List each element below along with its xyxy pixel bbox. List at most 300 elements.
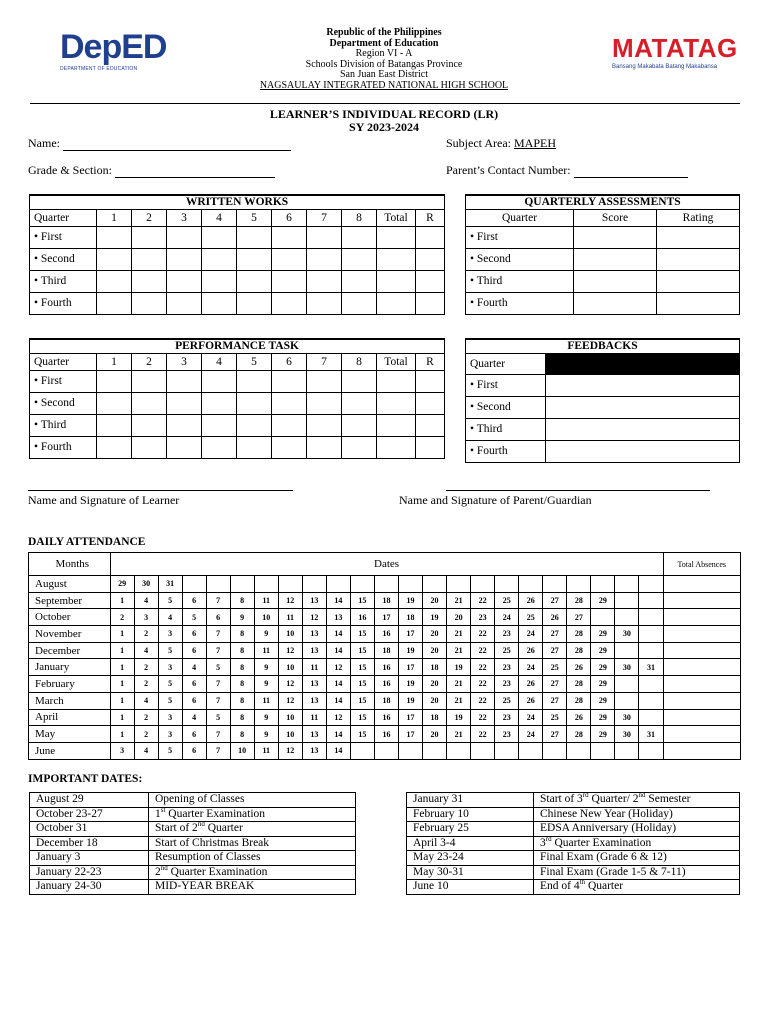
attendance-date-cell[interactable]: 8: [230, 726, 254, 743]
attendance-date-cell[interactable]: 18: [374, 642, 398, 659]
attendance-date-cell[interactable]: 6: [182, 726, 206, 743]
attendance-date-cell[interactable]: 19: [398, 692, 422, 709]
attendance-date-cell[interactable]: 23: [495, 676, 519, 693]
attendance-date-cell[interactable]: 20: [447, 609, 471, 626]
matatag-logo-text: MATATAG: [612, 33, 738, 63]
attendance-date-cell[interactable]: 20: [423, 692, 447, 709]
attendance-date-cell[interactable]: 3: [134, 609, 158, 626]
attendance-date-cell[interactable]: 18: [423, 709, 447, 726]
attendance-date-cell[interactable]: 13: [302, 626, 326, 643]
attendance-date-cell[interactable]: 21: [447, 592, 471, 609]
attendance-empty-cell: [254, 576, 278, 593]
attendance-date-cell[interactable]: 3: [110, 742, 134, 759]
written-works-title: WRITTEN WORKS: [30, 195, 445, 209]
attendance-date-cell[interactable]: 5: [158, 692, 182, 709]
attendance-date-cell[interactable]: 22: [471, 676, 495, 693]
attendance-date-cell[interactable]: 5: [158, 592, 182, 609]
attendance-date-cell[interactable]: 23: [495, 626, 519, 643]
attendance-date-cell[interactable]: 9: [254, 726, 278, 743]
attendance-date-cell[interactable]: 27: [543, 692, 567, 709]
learner-signature-line[interactable]: [28, 490, 293, 491]
contact-line[interactable]: [574, 165, 688, 178]
attendance-date-cell[interactable]: 6: [182, 692, 206, 709]
attendance-date-cell[interactable]: 5: [206, 659, 230, 676]
attendance-empty-cell: [543, 576, 567, 593]
attendance-date-cell[interactable]: 29: [591, 709, 615, 726]
attendance-date-cell[interactable]: 22: [471, 659, 495, 676]
written-works-table: [29, 194, 445, 315]
important-date-date: October 31: [30, 822, 149, 837]
attendance-date-cell[interactable]: 27: [543, 626, 567, 643]
attendance-date-cell[interactable]: 18: [374, 592, 398, 609]
attendance-date-cell[interactable]: 26: [519, 642, 543, 659]
attendance-total-cell[interactable]: [663, 576, 741, 593]
attendance-date-cell[interactable]: 19: [447, 709, 471, 726]
attendance-date-cell[interactable]: 16: [374, 726, 398, 743]
attendance-date-cell[interactable]: 31: [158, 576, 182, 593]
pt-header-total: Total: [377, 353, 416, 370]
attendance-date-cell[interactable]: 1: [110, 659, 134, 676]
attendance-date-cell[interactable]: 16: [374, 659, 398, 676]
attendance-date-cell[interactable]: 1: [110, 709, 134, 726]
attendance-date-cell[interactable]: 8: [230, 592, 254, 609]
name-line[interactable]: [63, 138, 291, 151]
attendance-date-cell[interactable]: 24: [519, 626, 543, 643]
attendance-date-cell[interactable]: 5: [206, 709, 230, 726]
attendance-date-cell[interactable]: 24: [519, 726, 543, 743]
attendance-date-cell[interactable]: 7: [206, 742, 230, 759]
attendance-date-cell[interactable]: 29: [591, 659, 615, 676]
attendance-date-cell[interactable]: 30: [615, 626, 639, 643]
attendance-date-cell[interactable]: 24: [519, 659, 543, 676]
attendance-date-cell[interactable]: 5: [158, 642, 182, 659]
attendance-date-cell[interactable]: 5: [182, 609, 206, 626]
attendance-empty-cell: [615, 592, 639, 609]
attendance-empty-cell: [398, 576, 422, 593]
attendance-date-cell[interactable]: 8: [230, 659, 254, 676]
important-date-date: January 22-23: [30, 865, 149, 880]
attendance-date-cell[interactable]: 11: [302, 709, 326, 726]
attendance-date-cell[interactable]: 9: [254, 709, 278, 726]
ww-header-7: 7: [307, 209, 342, 226]
attendance-empty-cell: [615, 676, 639, 693]
attendance-date-cell[interactable]: 14: [326, 592, 350, 609]
attendance-date-cell[interactable]: 7: [206, 626, 230, 643]
attendance-date-cell[interactable]: 19: [398, 592, 422, 609]
attendance-empty-cell: [615, 742, 639, 759]
qa-header-score: Score: [574, 209, 657, 226]
important-date-row: [407, 851, 740, 866]
attendance-date-cell[interactable]: 3: [158, 659, 182, 676]
subject-value: MAPEH: [513, 136, 556, 150]
name-label: Name:: [28, 136, 60, 150]
attendance-empty-cell: [615, 576, 639, 593]
attendance-total-cell[interactable]: [663, 676, 741, 693]
attendance-date-cell[interactable]: 17: [398, 626, 422, 643]
attendance-date-cell[interactable]: 20: [423, 642, 447, 659]
attendance-date-cell[interactable]: 22: [471, 709, 495, 726]
attendance-date-cell[interactable]: 8: [230, 709, 254, 726]
attendance-date-cell[interactable]: 11: [254, 742, 278, 759]
attendance-total-cell[interactable]: [663, 642, 741, 659]
attendance-date-cell[interactable]: 26: [543, 609, 567, 626]
attendance-date-cell[interactable]: 11: [254, 692, 278, 709]
attendance-date-cell[interactable]: 14: [326, 676, 350, 693]
attendance-date-cell[interactable]: 15: [350, 692, 374, 709]
attendance-date-cell[interactable]: 21: [447, 726, 471, 743]
attendance-date-cell[interactable]: 8: [230, 692, 254, 709]
important-date-event: Final Exam (Grade 1-5 & 7-11): [534, 865, 740, 880]
important-date-event: Start of Christmas Break: [149, 836, 356, 851]
attendance-date-cell[interactable]: 29: [591, 676, 615, 693]
header-line-4: Schools Division of Batangas Province: [305, 58, 463, 70]
attendance-date-cell[interactable]: 29: [591, 692, 615, 709]
attendance-date-cell[interactable]: 3: [158, 726, 182, 743]
attendance-date-cell[interactable]: 17: [398, 709, 422, 726]
attendance-date-cell[interactable]: 8: [230, 642, 254, 659]
attendance-date-cell[interactable]: 1: [110, 676, 134, 693]
attendance-date-cell[interactable]: 13: [302, 642, 326, 659]
attendance-empty-cell: [471, 576, 495, 593]
attendance-date-cell[interactable]: 21: [447, 642, 471, 659]
attendance-date-cell[interactable]: 17: [398, 659, 422, 676]
attendance-date-cell[interactable]: 6: [182, 642, 206, 659]
pt-header-quarter: Quarter: [30, 353, 97, 370]
important-date-event: Opening of Classes: [149, 793, 356, 808]
attendance-date-cell[interactable]: 14: [326, 726, 350, 743]
attendance-date-cell[interactable]: 7: [206, 692, 230, 709]
attendance-date-cell[interactable]: 27: [543, 676, 567, 693]
attendance-total-cell[interactable]: [663, 726, 741, 743]
attendance-date-cell[interactable]: 22: [471, 692, 495, 709]
attendance-empty-cell: [519, 742, 543, 759]
attendance-total-cell[interactable]: [663, 742, 741, 759]
attendance-date-cell[interactable]: 10: [278, 709, 302, 726]
attendance-date-cell[interactable]: 18: [398, 609, 422, 626]
attendance-date-cell[interactable]: 25: [519, 609, 543, 626]
fb-row-third: • Third: [466, 418, 546, 440]
attendance-date-cell[interactable]: 12: [278, 742, 302, 759]
attendance-date-cell[interactable]: 1: [110, 592, 134, 609]
attendance-date-cell[interactable]: 3: [158, 626, 182, 643]
attendance-date-cell[interactable]: 29: [591, 726, 615, 743]
attendance-date-cell[interactable]: 6: [182, 742, 206, 759]
header-rule: [30, 103, 740, 104]
attendance-date-cell[interactable]: 11: [254, 592, 278, 609]
learner-signature-label: Name and Signature of Learner: [28, 493, 180, 507]
ww-row-fourth: • Fourth: [30, 292, 97, 314]
page-title: LEARNER’S INDIVIDUAL RECORD (LR): [269, 107, 499, 121]
attendance-total-cell[interactable]: [663, 709, 741, 726]
attendance-date-cell[interactable]: 4: [134, 592, 158, 609]
attendance-date-cell[interactable]: 12: [326, 709, 350, 726]
attendance-date-cell[interactable]: 5: [158, 742, 182, 759]
attendance-date-cell[interactable]: 30: [615, 659, 639, 676]
attendance-date-cell[interactable]: 2: [134, 626, 158, 643]
attendance-empty-cell: [495, 742, 519, 759]
qa-row-first: • First: [466, 226, 574, 248]
attendance-date-cell[interactable]: 25: [495, 642, 519, 659]
attendance-date-cell[interactable]: 11: [278, 609, 302, 626]
attendance-empty-cell: [350, 742, 374, 759]
attendance-date-cell[interactable]: 13: [302, 592, 326, 609]
attendance-date-cell[interactable]: 10: [278, 726, 302, 743]
attendance-empty-cell: [591, 609, 615, 626]
attendance-date-cell[interactable]: 8: [230, 676, 254, 693]
ww-header-4: 4: [202, 209, 237, 226]
attendance-date-cell[interactable]: 13: [302, 676, 326, 693]
attendance-date-cell[interactable]: 22: [471, 626, 495, 643]
attendance-date-cell[interactable]: 26: [567, 659, 591, 676]
attendance-date-cell[interactable]: 30: [134, 576, 158, 593]
attendance-date-cell[interactable]: 10: [254, 609, 278, 626]
attendance-date-cell[interactable]: 13: [302, 742, 326, 759]
attendance-date-cell[interactable]: 27: [543, 592, 567, 609]
attendance-date-cell[interactable]: 6: [182, 626, 206, 643]
attendance-date-cell[interactable]: 18: [423, 659, 447, 676]
attendance-date-cell[interactable]: 25: [543, 709, 567, 726]
attendance-date-cell[interactable]: 21: [447, 626, 471, 643]
att-header-total: Total Absences: [663, 553, 741, 576]
attendance-date-cell[interactable]: 10: [278, 626, 302, 643]
attendance-date-cell[interactable]: 2: [134, 676, 158, 693]
important-date-event: Final Exam (Grade 6 & 12): [534, 851, 740, 866]
attendance-date-cell[interactable]: 16: [374, 676, 398, 693]
attendance-date-cell[interactable]: 23: [471, 609, 495, 626]
attendance-date-cell[interactable]: 16: [374, 709, 398, 726]
attendance-month: November: [29, 626, 111, 643]
important-date-event: Start of 3rd Quarter/ 2nd Semester: [534, 793, 740, 808]
attendance-date-cell[interactable]: 29: [591, 642, 615, 659]
attendance-date-cell[interactable]: 15: [350, 642, 374, 659]
attendance-row: [29, 609, 741, 626]
attendance-date-cell[interactable]: 29: [110, 576, 134, 593]
attendance-date-cell[interactable]: 6: [182, 676, 206, 693]
attendance-date-cell[interactable]: 4: [182, 659, 206, 676]
feedbacks-table: [465, 338, 740, 463]
attendance-date-cell[interactable]: 29: [591, 592, 615, 609]
attendance-date-cell[interactable]: 1: [110, 726, 134, 743]
attendance-date-cell[interactable]: 16: [350, 609, 374, 626]
attendance-date-cell[interactable]: 26: [519, 592, 543, 609]
attendance-date-cell[interactable]: 10: [230, 742, 254, 759]
attendance-date-cell[interactable]: 4: [182, 709, 206, 726]
important-date-event: 2nd Quarter Examination: [149, 865, 356, 880]
attendance-empty-cell: [615, 642, 639, 659]
attendance-date-cell[interactable]: 21: [447, 676, 471, 693]
attendance-total-cell[interactable]: [663, 592, 741, 609]
important-date-row: [30, 865, 356, 880]
attendance-total-cell[interactable]: [663, 659, 741, 676]
attendance-date-cell[interactable]: 25: [495, 592, 519, 609]
attendance-date-cell[interactable]: 2: [134, 659, 158, 676]
attendance-date-cell[interactable]: 24: [519, 709, 543, 726]
attendance-date-cell[interactable]: 29: [591, 626, 615, 643]
attendance-date-cell[interactable]: 12: [278, 692, 302, 709]
attendance-date-cell[interactable]: 26: [519, 692, 543, 709]
attendance-date-cell[interactable]: 2: [134, 709, 158, 726]
matatag-logo-tagline: Bansang Makabata Batang Makabansa: [612, 64, 718, 70]
attendance-empty-cell: [206, 576, 230, 593]
attendance-date-cell[interactable]: 4: [134, 642, 158, 659]
attendance-month: April: [29, 709, 111, 726]
attendance-date-cell[interactable]: 4: [134, 742, 158, 759]
attendance-date-cell[interactable]: 11: [254, 642, 278, 659]
attendance-date-cell[interactable]: 20: [423, 676, 447, 693]
attendance-date-cell[interactable]: 14: [326, 742, 350, 759]
attendance-date-cell[interactable]: 13: [302, 692, 326, 709]
attendance-date-cell[interactable]: 17: [398, 726, 422, 743]
attendance-date-cell[interactable]: 17: [374, 609, 398, 626]
important-date-date: April 3-4: [407, 836, 534, 851]
attendance-date-cell[interactable]: 2: [134, 726, 158, 743]
attendance-date-cell[interactable]: 28: [567, 676, 591, 693]
attendance-date-cell[interactable]: 28: [567, 726, 591, 743]
attendance-date-cell[interactable]: 27: [543, 642, 567, 659]
attendance-empty-cell: [591, 742, 615, 759]
attendance-date-cell[interactable]: 7: [206, 642, 230, 659]
parent-signature-line[interactable]: [446, 490, 710, 491]
attendance-total-cell[interactable]: [663, 626, 741, 643]
attendance-date-cell[interactable]: 28: [567, 692, 591, 709]
attendance-date-cell[interactable]: 1: [110, 626, 134, 643]
attendance-date-cell[interactable]: 14: [326, 692, 350, 709]
attendance-date-cell[interactable]: 20: [423, 592, 447, 609]
attendance-date-cell[interactable]: 15: [350, 592, 374, 609]
attendance-date-cell[interactable]: 9: [254, 676, 278, 693]
attendance-date-cell[interactable]: 26: [519, 676, 543, 693]
important-date-date: January 24-30: [30, 880, 149, 895]
grade-section-label: Grade & Section:: [28, 163, 112, 177]
attendance-date-cell[interactable]: 15: [350, 626, 374, 643]
attendance-empty-cell: [230, 576, 254, 593]
attendance-date-cell[interactable]: 30: [615, 726, 639, 743]
attendance-date-cell[interactable]: 23: [495, 726, 519, 743]
grade-section-line[interactable]: [115, 165, 275, 178]
attendance-date-cell[interactable]: 1: [110, 642, 134, 659]
attendance-date-cell[interactable]: 1: [110, 692, 134, 709]
attendance-date-cell[interactable]: 5: [158, 676, 182, 693]
attendance-date-cell[interactable]: 12: [278, 592, 302, 609]
attendance-date-cell[interactable]: 21: [447, 692, 471, 709]
deped-logo: [60, 28, 167, 74]
attendance-date-cell[interactable]: 14: [326, 626, 350, 643]
pt-row-second: • Second: [30, 392, 97, 414]
attendance-date-cell[interactable]: 13: [302, 726, 326, 743]
attendance-date-cell[interactable]: 12: [302, 609, 326, 626]
attendance-date-cell[interactable]: 13: [326, 609, 350, 626]
pt-header-4: 4: [202, 353, 237, 370]
pt-header-8: 8: [342, 353, 377, 370]
attendance-date-cell[interactable]: 28: [567, 642, 591, 659]
attendance-date-cell[interactable]: 8: [230, 626, 254, 643]
attendance-date-cell[interactable]: 15: [350, 676, 374, 693]
attendance-empty-cell: [519, 576, 543, 593]
name-field[interactable]: [28, 136, 291, 151]
important-dates-title: IMPORTANT DATES:: [28, 773, 143, 785]
attendance-date-cell[interactable]: 9: [254, 659, 278, 676]
attendance-date-cell[interactable]: 15: [350, 659, 374, 676]
attendance-date-cell[interactable]: 4: [158, 609, 182, 626]
attendance-date-cell[interactable]: 22: [471, 642, 495, 659]
contact-field[interactable]: [446, 163, 688, 178]
attendance-date-cell[interactable]: 12: [278, 676, 302, 693]
attendance-date-cell[interactable]: 16: [374, 626, 398, 643]
attendance-date-cell[interactable]: 14: [326, 642, 350, 659]
attendance-date-cell[interactable]: 19: [398, 642, 422, 659]
attendance-date-cell[interactable]: 22: [471, 726, 495, 743]
attendance-empty-cell: [615, 692, 639, 709]
attendance-date-cell[interactable]: 9: [254, 626, 278, 643]
attendance-date-cell[interactable]: 10: [278, 659, 302, 676]
attendance-date-cell[interactable]: 24: [495, 609, 519, 626]
attendance-date-cell[interactable]: 20: [423, 626, 447, 643]
attendance-date-cell[interactable]: 27: [567, 609, 591, 626]
ww-header-r: R: [416, 209, 445, 226]
important-date-event: End of 4th Quarter: [534, 880, 740, 895]
important-date-row: [30, 836, 356, 851]
pt-header-2: 2: [132, 353, 167, 370]
important-date-date: October 23-27: [30, 807, 149, 822]
attendance-date-cell[interactable]: 15: [350, 726, 374, 743]
attendance-date-cell[interactable]: 6: [206, 609, 230, 626]
attendance-date-cell[interactable]: 15: [350, 709, 374, 726]
pt-row-fourth: • Fourth: [30, 436, 97, 458]
attendance-date-cell[interactable]: 27: [543, 726, 567, 743]
attendance-date-cell[interactable]: 30: [615, 709, 639, 726]
attendance-date-cell[interactable]: 6: [182, 592, 206, 609]
fb-row-second: • Second: [466, 396, 546, 418]
attendance-date-cell[interactable]: 28: [567, 626, 591, 643]
attendance-date-cell[interactable]: 4: [134, 692, 158, 709]
attendance-date-cell[interactable]: 25: [543, 659, 567, 676]
attendance-date-cell[interactable]: 19: [447, 659, 471, 676]
attendance-date-cell[interactable]: 7: [206, 676, 230, 693]
attendance-date-cell[interactable]: 31: [639, 659, 663, 676]
attendance-date-cell[interactable]: 23: [495, 659, 519, 676]
attendance-date-cell[interactable]: 31: [639, 726, 663, 743]
pt-header-5: 5: [237, 353, 272, 370]
attendance-date-cell[interactable]: 12: [326, 659, 350, 676]
attendance-date-cell[interactable]: 22: [471, 592, 495, 609]
attendance-date-cell[interactable]: 19: [423, 609, 447, 626]
attendance-date-cell[interactable]: 28: [567, 592, 591, 609]
attendance-date-cell[interactable]: 20: [423, 726, 447, 743]
attendance-date-cell[interactable]: 23: [495, 709, 519, 726]
attendance-date-cell[interactable]: 7: [206, 726, 230, 743]
grade-section-field[interactable]: [28, 163, 275, 178]
important-date-event: 1st Quarter Examination: [149, 807, 356, 822]
attendance-date-cell[interactable]: 12: [278, 642, 302, 659]
attendance-date-cell[interactable]: 11: [302, 659, 326, 676]
attendance-date-cell[interactable]: 26: [567, 709, 591, 726]
attendance-date-cell[interactable]: 7: [206, 592, 230, 609]
attendance-date-cell[interactable]: 19: [398, 676, 422, 693]
attendance-total-cell[interactable]: [663, 692, 741, 709]
subject-field: [446, 136, 556, 151]
attendance-total-cell[interactable]: [663, 609, 741, 626]
attendance-date-cell[interactable]: 18: [374, 692, 398, 709]
attendance-date-cell[interactable]: 3: [158, 709, 182, 726]
important-date-row: [407, 822, 740, 837]
important-date-event: Chinese New Year (Holiday): [534, 807, 740, 822]
attendance-date-cell[interactable]: 2: [110, 609, 134, 626]
important-date-event: EDSA Anniversary (Holiday): [534, 822, 740, 837]
attendance-date-cell[interactable]: 25: [495, 692, 519, 709]
attendance-date-cell[interactable]: 9: [230, 609, 254, 626]
important-date-event: MID-YEAR BREAK: [149, 880, 356, 895]
ww-header-3: 3: [167, 209, 202, 226]
